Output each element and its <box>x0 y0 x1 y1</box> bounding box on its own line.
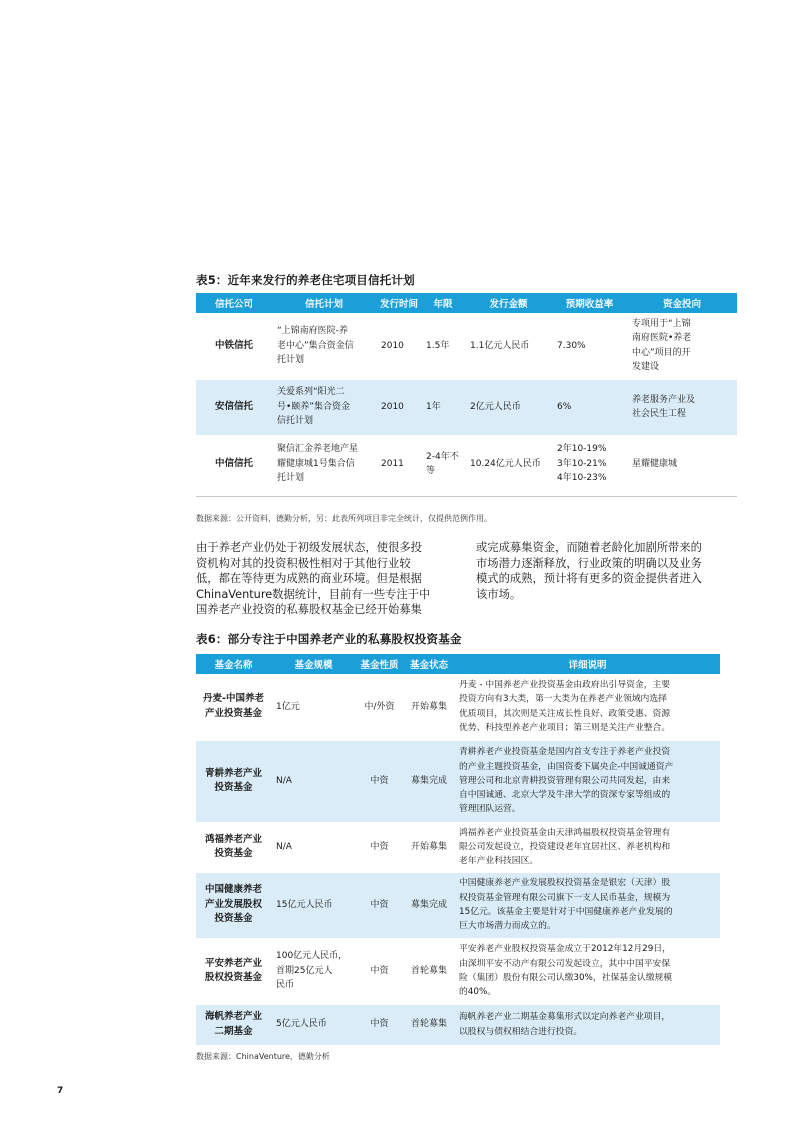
fund-status: 募集完成 <box>403 872 455 938</box>
table6-header: 基金规模 <box>271 654 356 674</box>
expected-yield: 2年10-19% 3年10-21% 4年10-23% <box>552 435 627 493</box>
table-row <box>196 822 720 872</box>
fund-status: 首轮募集 <box>403 1004 455 1045</box>
fund-nature: 中资 <box>356 938 403 1004</box>
trust-company: 中铁信托 <box>196 313 272 379</box>
expected-yield: 6% <box>552 379 627 435</box>
fund-size: 1亿元 <box>271 674 356 740</box>
table6-source: 数据来源：ChinaVenture，德勤分析 <box>196 1052 330 1061</box>
fund-use: 养老服务产业及 社会民生工程 <box>627 379 737 435</box>
issue-time: 2010 <box>376 379 421 435</box>
table5-bottom-rule <box>196 496 737 497</box>
fund-status: 募集完成 <box>403 740 455 822</box>
table-row <box>196 674 720 740</box>
trust-plan: 关爱系列“阳光二 号•颐养”集合资金 信托计划 <box>272 379 376 435</box>
table5-header: 发行金额 <box>465 293 552 313</box>
fund-status: 开始募集 <box>403 674 455 740</box>
trust-plan: 聚信汇金养老地产星 耀健康城1号集合信 托计划 <box>272 435 376 493</box>
table-row <box>196 313 737 379</box>
trust-company: 中信信托 <box>196 435 272 493</box>
table5-header: 资金投向 <box>627 293 737 313</box>
page-number: 7 <box>57 1086 64 1096</box>
fund-size: 100亿元人民币， 首期25亿元人 民币 <box>271 938 356 1004</box>
fund-name: 平安养老产业 股权投资基金 <box>196 938 271 1004</box>
table5-header: 预期收益率 <box>552 293 627 313</box>
table5 <box>196 293 737 494</box>
table5-header: 发行时间 <box>376 293 421 313</box>
table5-header: 信托计划 <box>272 293 376 313</box>
term: 2-4年不等 <box>421 435 465 493</box>
issue-time: 2011 <box>376 435 421 493</box>
fund-detail: 海帆养老产业二期基金募集形式以定向养老产业项目， 以股权与债权相结合进行投资。 <box>455 1004 720 1045</box>
fund-status: 开始募集 <box>403 822 455 872</box>
fund-detail: 鸿福养老产业投资基金由天津鸿福股权投资基金管理有 限公司发起设立，投资建设老年宜居社区、养老机构和 老年产业科技园区。 <box>455 822 720 872</box>
fund-detail: 青耕养老产业投资基金是国内首支专注于养老产业投资 的产业主题投资基金，由国资委下属央企-中国诚通资产 管理公司和北京青耕投资管理有限公司共同发起，由来 自中国诚通、北京大学及牛津大学的资深专家等组成的 管理团队运营。 <box>455 740 720 822</box>
issue-amount: 1.1亿元人民币 <box>465 313 552 379</box>
table-row <box>196 379 737 435</box>
table6-header: 基金性质 <box>356 654 403 674</box>
issue-amount: 10.24亿元人民币 <box>465 435 552 493</box>
table-row <box>196 435 737 493</box>
body-text-left: 由于养老产业仍处于初级发展状态，使很多投 资机构对其的投资积极性相对于其他行业较 低，都在等待更为成熟的商业环境。但是根据 ChinaVenture数据统计，目前有一些专注于中 国养老产业投资的私募股权基金已经开始募集 <box>196 541 431 616</box>
table-row <box>196 740 720 822</box>
fund-nature: 中资 <box>356 740 403 822</box>
fund-nature: 中/外资 <box>356 674 403 740</box>
fund-detail: 平安养老产业股权投资基金成立于2012年12月29日， 由深圳平安不动产有限公司发起设立，其中中国平安保 险（集团）股份有限公司认缴30%，社保基金认缴规模 的40%。 <box>455 938 720 1004</box>
table5-title: 表5：近年来发行的养老住宅项目信托计划 <box>196 273 415 287</box>
fund-name: 丹麦-中国养老 产业投资基金 <box>196 674 271 740</box>
fund-size: N/A <box>271 740 356 822</box>
fund-use: 专项用于“上锦 南府医院•养老 中心”项目的开 发建设 <box>627 313 737 379</box>
table6-header-row <box>196 654 720 674</box>
fund-name: 海帆养老产业 二期基金 <box>196 1004 271 1045</box>
table6-header: 详细说明 <box>455 654 720 674</box>
fund-status: 首轮募集 <box>403 938 455 1004</box>
fund-name: 鸿福养老产业 投资基金 <box>196 822 271 872</box>
table-row <box>196 1004 720 1045</box>
fund-name: 青耕养老产业 投资基金 <box>196 740 271 822</box>
table6-header: 基金名称 <box>196 654 271 674</box>
fund-size: N/A <box>271 822 356 872</box>
trust-plan: “上锦南府医院-养 老中心”集合资金信 托计划 <box>272 313 376 379</box>
table5-header: 信托公司 <box>196 293 272 313</box>
term: 1年 <box>421 379 465 435</box>
table6-title: 表6：部分专注于中国养老产业的私募股权投资基金 <box>196 632 462 646</box>
fund-name: 中国健康养老 产业发展股权 投资基金 <box>196 872 271 938</box>
fund-size: 5亿元人民币 <box>271 1004 356 1045</box>
expected-yield: 7.30% <box>552 313 627 379</box>
table5-header: 年限 <box>421 293 465 313</box>
fund-nature: 中资 <box>356 822 403 872</box>
fund-nature: 中资 <box>356 1004 403 1045</box>
table5-source: 数据来源：公开资料，德勤分析，另：此表所列项目非完全统计，仅提供范例作用。 <box>196 514 492 523</box>
table-row <box>196 872 720 938</box>
fund-detail: 中国健康养老产业发展股权投资基金是银宏（天津）股 权投资基金管理有限公司旗下一支人民币基金，规模为 15亿元。该基金主要是针对于中国健康养老产业发展的 巨大市场潜力而成立的。 <box>455 872 720 938</box>
term: 1.5年 <box>421 313 465 379</box>
issue-amount: 2亿元人民币 <box>465 379 552 435</box>
table6-header: 基金状态 <box>403 654 455 674</box>
trust-company: 安信信托 <box>196 379 272 435</box>
table5-header-row <box>196 293 737 313</box>
fund-use: 星耀健康城 <box>627 435 737 493</box>
fund-detail: 丹麦 - 中国养老产业投资基金由政府出引导资金，主要 投资方向有3大类，第一大类为在养老产业领域内选择 优质项目，其次则是关注成长性良好、政策受惠、资源 优势、科技型养老产业项目；第三则是关注产业整合。 <box>455 674 720 740</box>
issue-time: 2010 <box>376 313 421 379</box>
table6 <box>196 654 720 1046</box>
fund-nature: 中资 <box>356 872 403 938</box>
fund-size: 15亿元人民币 <box>271 872 356 938</box>
body-text-right: 或完成募集资金，而随着老龄化加剧所带来的 市场潜力逐渐释放，行业政策的明确以及业务 模式的成熟，预计将有更多的资金提供者进入 该市场。 <box>476 541 702 601</box>
table-row <box>196 938 720 1004</box>
